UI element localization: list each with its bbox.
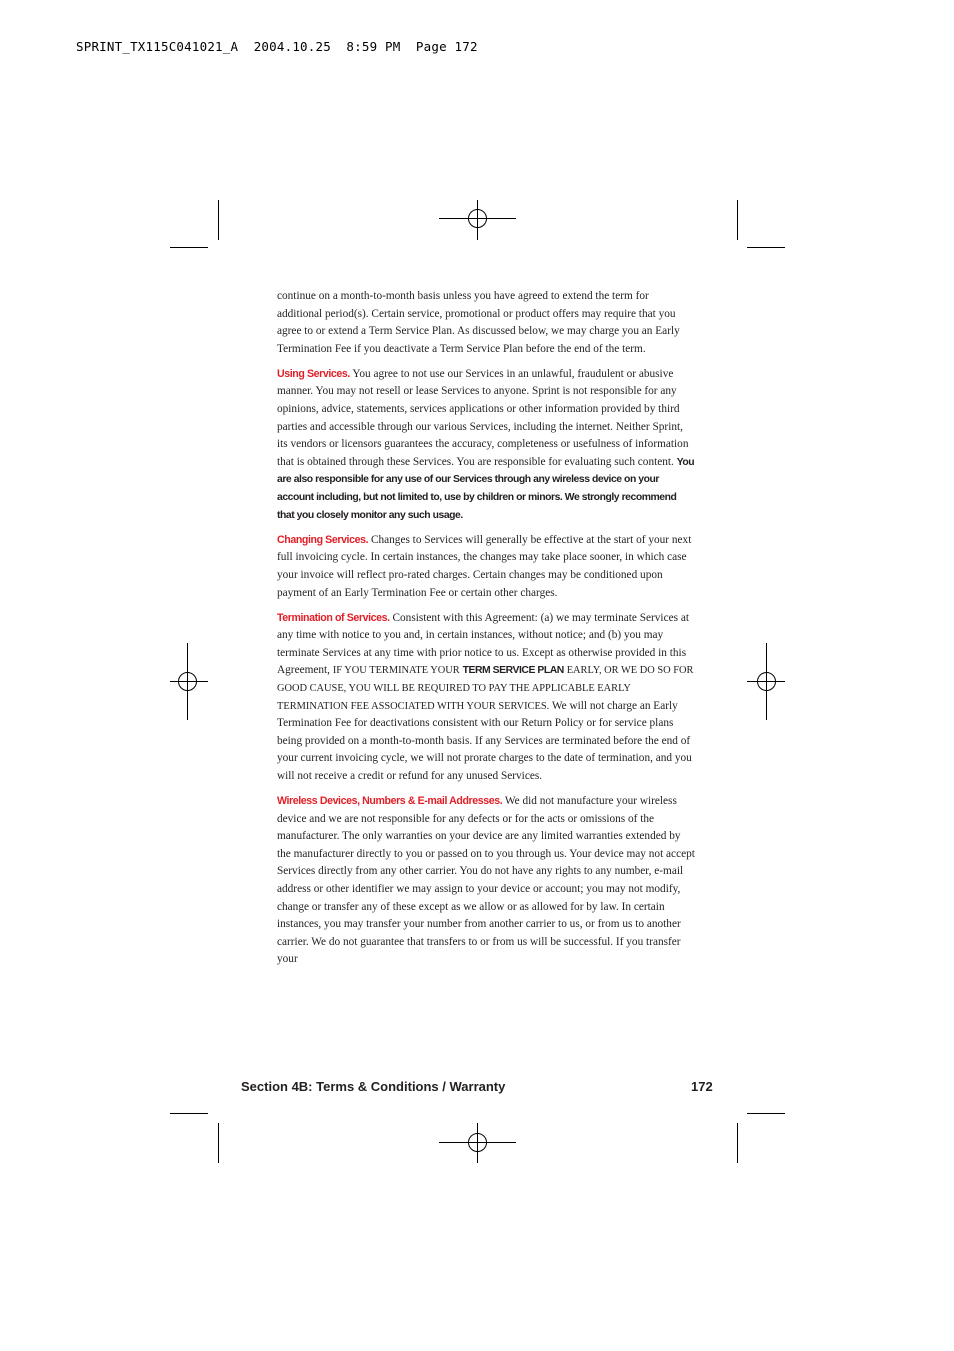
registration-line (766, 643, 767, 720)
footer-section-title: Section 4B: Terms & Conditions / Warranty (241, 1079, 506, 1094)
termination-text-continued: We will not charge an Early Termination Fee for deactivations consistent with our Return Policy or for service plans being provided on a month-to-month basis. If any Services are terminated before the end of your current invoicing cycle, we will not prorate charges to the date of termination, and you will not receive a credit or refund for any unused Services. (277, 699, 692, 782)
registration-line (170, 681, 208, 682)
changing-services-text: Changes to Services will generally be effective at the start of your next full invoicing cycle. In certain instances, the changes may take place sooner, in which case your invoice will reflect pro-rated charges. Certain changes may be conditioned upon payment of an Early Termination Fee or certain other charges. (277, 533, 692, 599)
paragraph-changing-services (277, 532, 695, 602)
paragraph-continuation: continue on a month-to-month basis unless you have agreed to extend the term for additional period(s). Certain service, promotional or product offers may require that you agree to or extend a Term Service Plan. As discussed below, we may charge you an Early Termination Fee if you deactivate a Term Service Plan before the end of the term. (277, 290, 680, 355)
slug-line: SPRINT_TX115C041021_A 2004.10.25 8:59 PM Page 172 (76, 39, 478, 54)
registration-line (187, 643, 188, 720)
crop-mark (170, 1113, 208, 1114)
crop-mark (747, 1113, 785, 1114)
heading-termination: Termination of Services. (277, 611, 390, 624)
wireless-devices-text: We did not manufacture your wireless device and we are not responsible for any defects or for the acts or omissions of the manufacturer. The only warranties on your device are any limited warranties extended by the manufacturer directly to you or passed on to you through us. Your device may not accept Services directly from any other carrier. You do not have any rights to any number, e-mail address or other identifier we may assign to your device or account; you may not modify, change or transfer any of these except as we allow or as allowed for by law. In certain instances, you may transfer your number from another carrier to us, or from us to another carrier. We do not guarantee that transfers to or from us will be successful. If you transfer your (277, 795, 695, 966)
page-number: 172 (691, 1079, 713, 1094)
crop-mark (737, 200, 738, 240)
crop-mark (170, 247, 208, 248)
heading-using-services: Using Services. (277, 367, 350, 380)
body-text (277, 288, 695, 976)
termination-caps-text: IF YOU TERMINATE YOUR (332, 665, 460, 677)
paragraph-using-services (277, 366, 695, 524)
registration-line (477, 1123, 478, 1163)
paragraph-termination (277, 610, 695, 786)
termination-text: Consistent with this Agreement: (a) we may terminate Services at any time with notice to you and, in certain instances, without notice; and (b) you may terminate Services at any time with prior notice to us. Except as otherwise provided in this Agreement, (277, 611, 689, 677)
term-service-plan-bold: TERM SERVICE PLAN (462, 665, 564, 677)
using-services-text: You agree to not use our Services in an unlawful, fraudulent or abusive manner. You may not resell or lease Services to anyone. Sprint is not responsible for any opinions, advice, statements, services applications or other information provided by third parties and accessible through our various Services, including the internet. Neither Sprint, its vendors or licensors guarantees the accuracy, completeness or usefulness of information that is obtained through these Services. You are responsible for evaluating such content. (277, 367, 689, 468)
termination-caps-text: EARLY, OR WE DO SO FOR GOOD CAUSE, YOU WILL BE REQUIRED TO PAY THE APPLICABLE EARLY TERMINATION FEE ASSOCIATED WITH YOUR SERVICES. (277, 665, 694, 712)
paragraph-wireless-devices (277, 793, 695, 969)
using-services-bold-text: You are also responsible for any use of our Services through any wireless device on your account including, but not limited to, use by children or minors. We strongly recommend that you closely monitor any such usage. (277, 456, 695, 521)
crop-mark (747, 247, 785, 248)
heading-wireless-devices: Wireless Devices, Numbers & E-mail Addresses. (277, 795, 503, 808)
registration-line (477, 200, 478, 240)
crop-mark (218, 1123, 219, 1163)
heading-changing-services: Changing Services. (277, 533, 369, 546)
crop-mark (737, 1123, 738, 1163)
crop-mark (218, 200, 219, 240)
